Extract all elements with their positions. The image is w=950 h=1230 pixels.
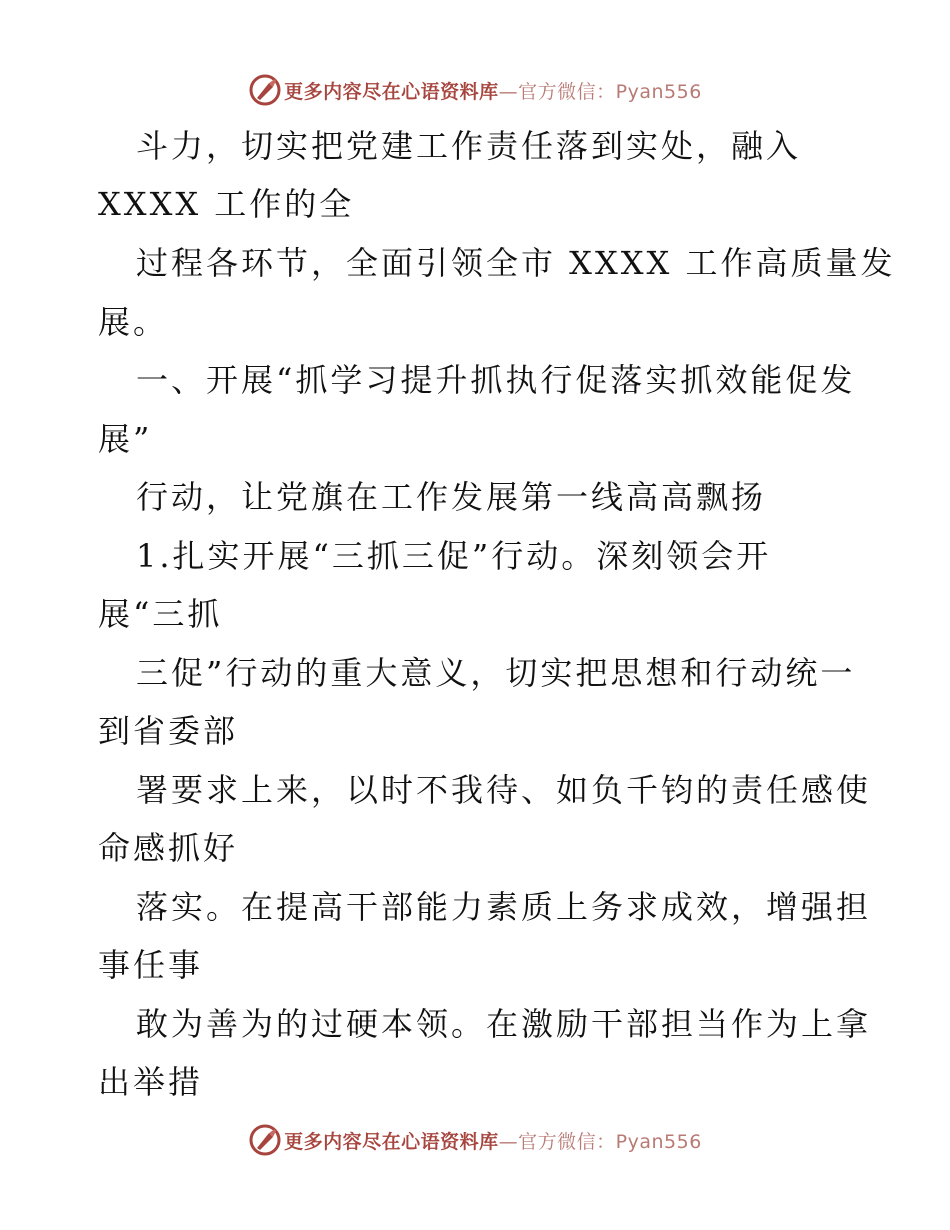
body-line: 行动，让党旗在工作发展第一线高高飘扬 [136, 478, 767, 516]
body-line: 过程各环节，全面引领全市 XXXX 工作高质量发 [136, 244, 896, 282]
body-line: 到省委部 [98, 712, 239, 750]
body-line: 出举措 [98, 1063, 204, 1101]
header-site-name: 更多内容尽在心语资料库 [284, 80, 499, 103]
body-line: 事任事 [98, 946, 204, 984]
body-line: 展“三抓 [98, 595, 223, 633]
body-line: 斗力，切实把党建工作责任落到实处，融入 [136, 127, 802, 165]
footer-site-name: 更多内容尽在心语资料库 [284, 1130, 499, 1153]
footer-banner [0, 1120, 950, 1160]
body-line: 一、开展“抓学习提升抓执行促落实抓效能促发 [136, 361, 856, 399]
footer-dash: — [498, 1130, 519, 1153]
body-line: 1.扎实开展“三抓三促”行动。深刻领会开 [136, 537, 772, 575]
body-line: 署要求上来，以时不我待、如负千钧的责任感使 [136, 771, 872, 809]
body-line: 命感抓好 [98, 829, 239, 867]
footer-wechat: 官方微信：Pyan556 [518, 1130, 702, 1153]
body-line: XXXX 工作的全 [98, 185, 355, 223]
header-wechat: 官方微信：Pyan556 [518, 80, 702, 103]
footer-banner-text [284, 1127, 702, 1154]
body-line: 落实。在提高干部能力素质上务求成效，增强担 [136, 888, 872, 926]
pen-nib-logo-icon [248, 1123, 282, 1157]
header-banner-text [284, 77, 702, 104]
body-line: 三促”行动的重大意义，切实把思想和行动统一 [136, 654, 856, 692]
body-line: 敢为善为的过硬本领。在激励干部担当作为上拿 [136, 1005, 872, 1043]
pen-nib-logo-icon [248, 73, 282, 107]
header-banner [0, 70, 950, 110]
body-line: 展。 [98, 303, 169, 341]
header-dash: — [498, 80, 519, 103]
body-line: 展” [98, 420, 153, 458]
